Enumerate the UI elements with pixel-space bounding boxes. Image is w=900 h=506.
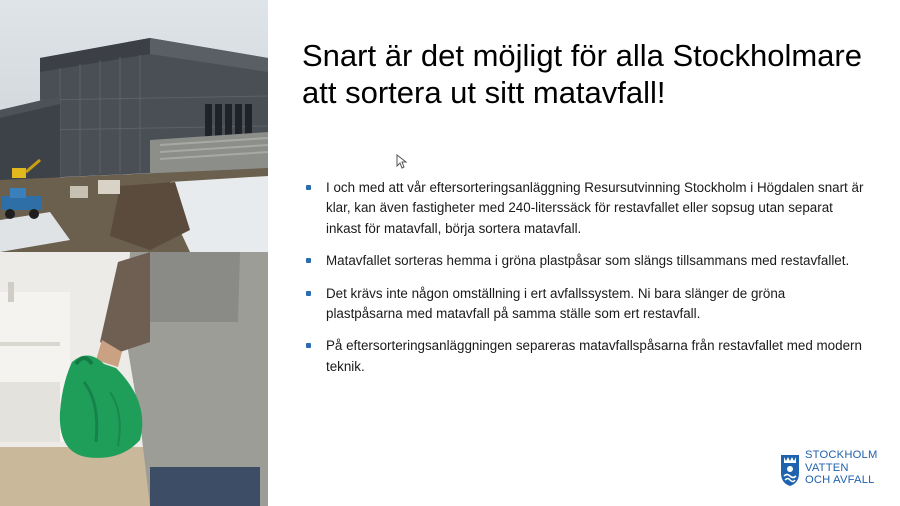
facility-construction-photo	[0, 0, 268, 252]
bullet-marker-icon	[306, 185, 311, 190]
bullet-marker-icon	[306, 343, 311, 348]
person-with-green-bag-photo	[0, 252, 268, 506]
facility-construction-illustration	[0, 0, 268, 252]
bullet-text: Det krävs inte någon omställning i ert avfallssystem. Ni bara slänger de gröna plastpåsarna med matavfall på samma ställe som ert restavfall.	[326, 285, 786, 321]
logo-line-1: STOCKHOLM	[805, 449, 878, 461]
slide-title: Snart är det möjligt för alla Stockholmare att sortera ut sitt matavfall!	[302, 38, 862, 110]
logo-line-2: VATTEN	[805, 461, 849, 474]
bullet-item	[304, 336, 864, 377]
bullet-text: Matavfallet sorteras hemma i gröna plastpåsar som slängs tillsammans med restavfallet.	[326, 253, 850, 269]
bullet-marker-icon	[306, 258, 311, 263]
person-with-green-bag-illustration	[0, 252, 268, 506]
bullet-item	[304, 251, 864, 271]
bullet-marker-icon	[306, 291, 311, 296]
bullet-list	[304, 178, 864, 389]
logo-wordmark	[805, 449, 877, 487]
bullet-item	[304, 284, 864, 325]
stockholm-vatten-och-avfall-logo	[779, 449, 891, 493]
bullet-text: På eftersorteringsanläggningen separeras matavfallspåsarna från restavfallet med modern teknik.	[326, 338, 862, 374]
bullet-item	[304, 178, 864, 239]
logo-line-3: OCH AVFALL	[805, 474, 875, 487]
mouse-cursor-icon	[396, 154, 408, 170]
stockholm-crown-logo-icon	[779, 451, 801, 487]
bullet-text: I och med att vår eftersorteringsanläggning Resursutvinning Stockholm i Högdalen snart är klar, kan även fastigheter med 240-literssäck för restavfallet eller sopsug utan separat inkast för matavfall, börja sortera matavfall.	[326, 180, 864, 236]
